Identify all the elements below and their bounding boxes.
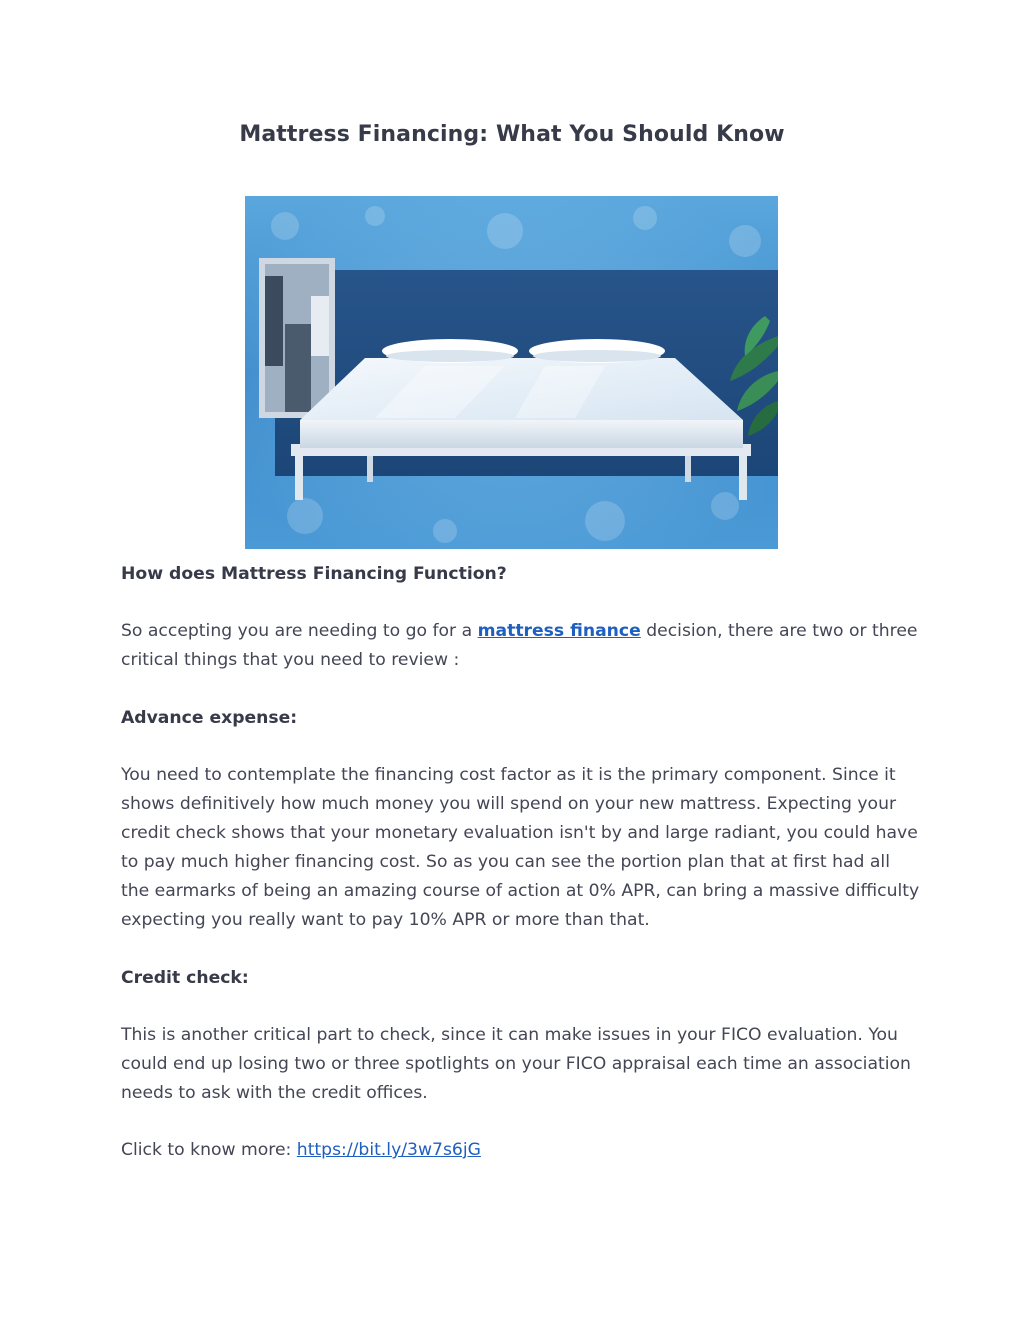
paragraph-line: You need to contemplate the financing cost factor as it is the primary component. Since it: [121, 765, 896, 785]
paragraph-line: could end up losing two or three spotlights on your FICO appraisal each time an association: [121, 1054, 911, 1074]
credit-paragraph: [121, 1021, 921, 1108]
hero-image: [245, 196, 778, 549]
paragraph-line: expecting you really want to pay 10% APR or more than that.: [121, 910, 650, 930]
know-more-link[interactable]: https://bit.ly/3w7s6jG: [296, 1140, 481, 1160]
mattress-side: [300, 420, 743, 448]
mattress-illustration: [245, 196, 778, 549]
intro-text-line2: critical things that you need to review :: [121, 650, 460, 670]
paragraph-line: credit check shows that your monetary evaluation isn't by and large radiant, you could have: [121, 823, 918, 843]
footer-paragraph: [121, 1136, 921, 1165]
paragraph-line: needs to ask with the credit offices.: [121, 1083, 428, 1103]
paragraph-line: the earmarks of being an amazing course of action at 0% APR, can bring a massive difficulty: [121, 881, 920, 901]
page-title: Mattress Financing: What You Should Know: [239, 122, 785, 147]
mattress-finance-link[interactable]: mattress finance: [477, 621, 641, 641]
paragraph-line: shows definitively how much money you will spend on your new mattress. Expecting your: [121, 794, 897, 814]
advance-paragraph: [121, 761, 921, 935]
section-heading-credit: Credit check:: [121, 968, 249, 988]
section-heading-advance: Advance expense:: [121, 708, 298, 728]
section-heading-how: How does Mattress Financing Function?: [121, 564, 507, 584]
intro-text-before-link: So accepting you are needing to go for a: [121, 621, 478, 641]
intro-text-after-link: decision, there are two or three: [640, 621, 918, 641]
footer-label: Click to know more:: [121, 1140, 297, 1160]
paragraph-line: to pay much higher financing cost. So as you can see the portion plan that at first had all: [121, 852, 890, 872]
intro-paragraph: [121, 617, 921, 675]
paragraph-line: This is another critical part to check, since it can make issues in your FICO evaluation. You: [121, 1025, 898, 1045]
